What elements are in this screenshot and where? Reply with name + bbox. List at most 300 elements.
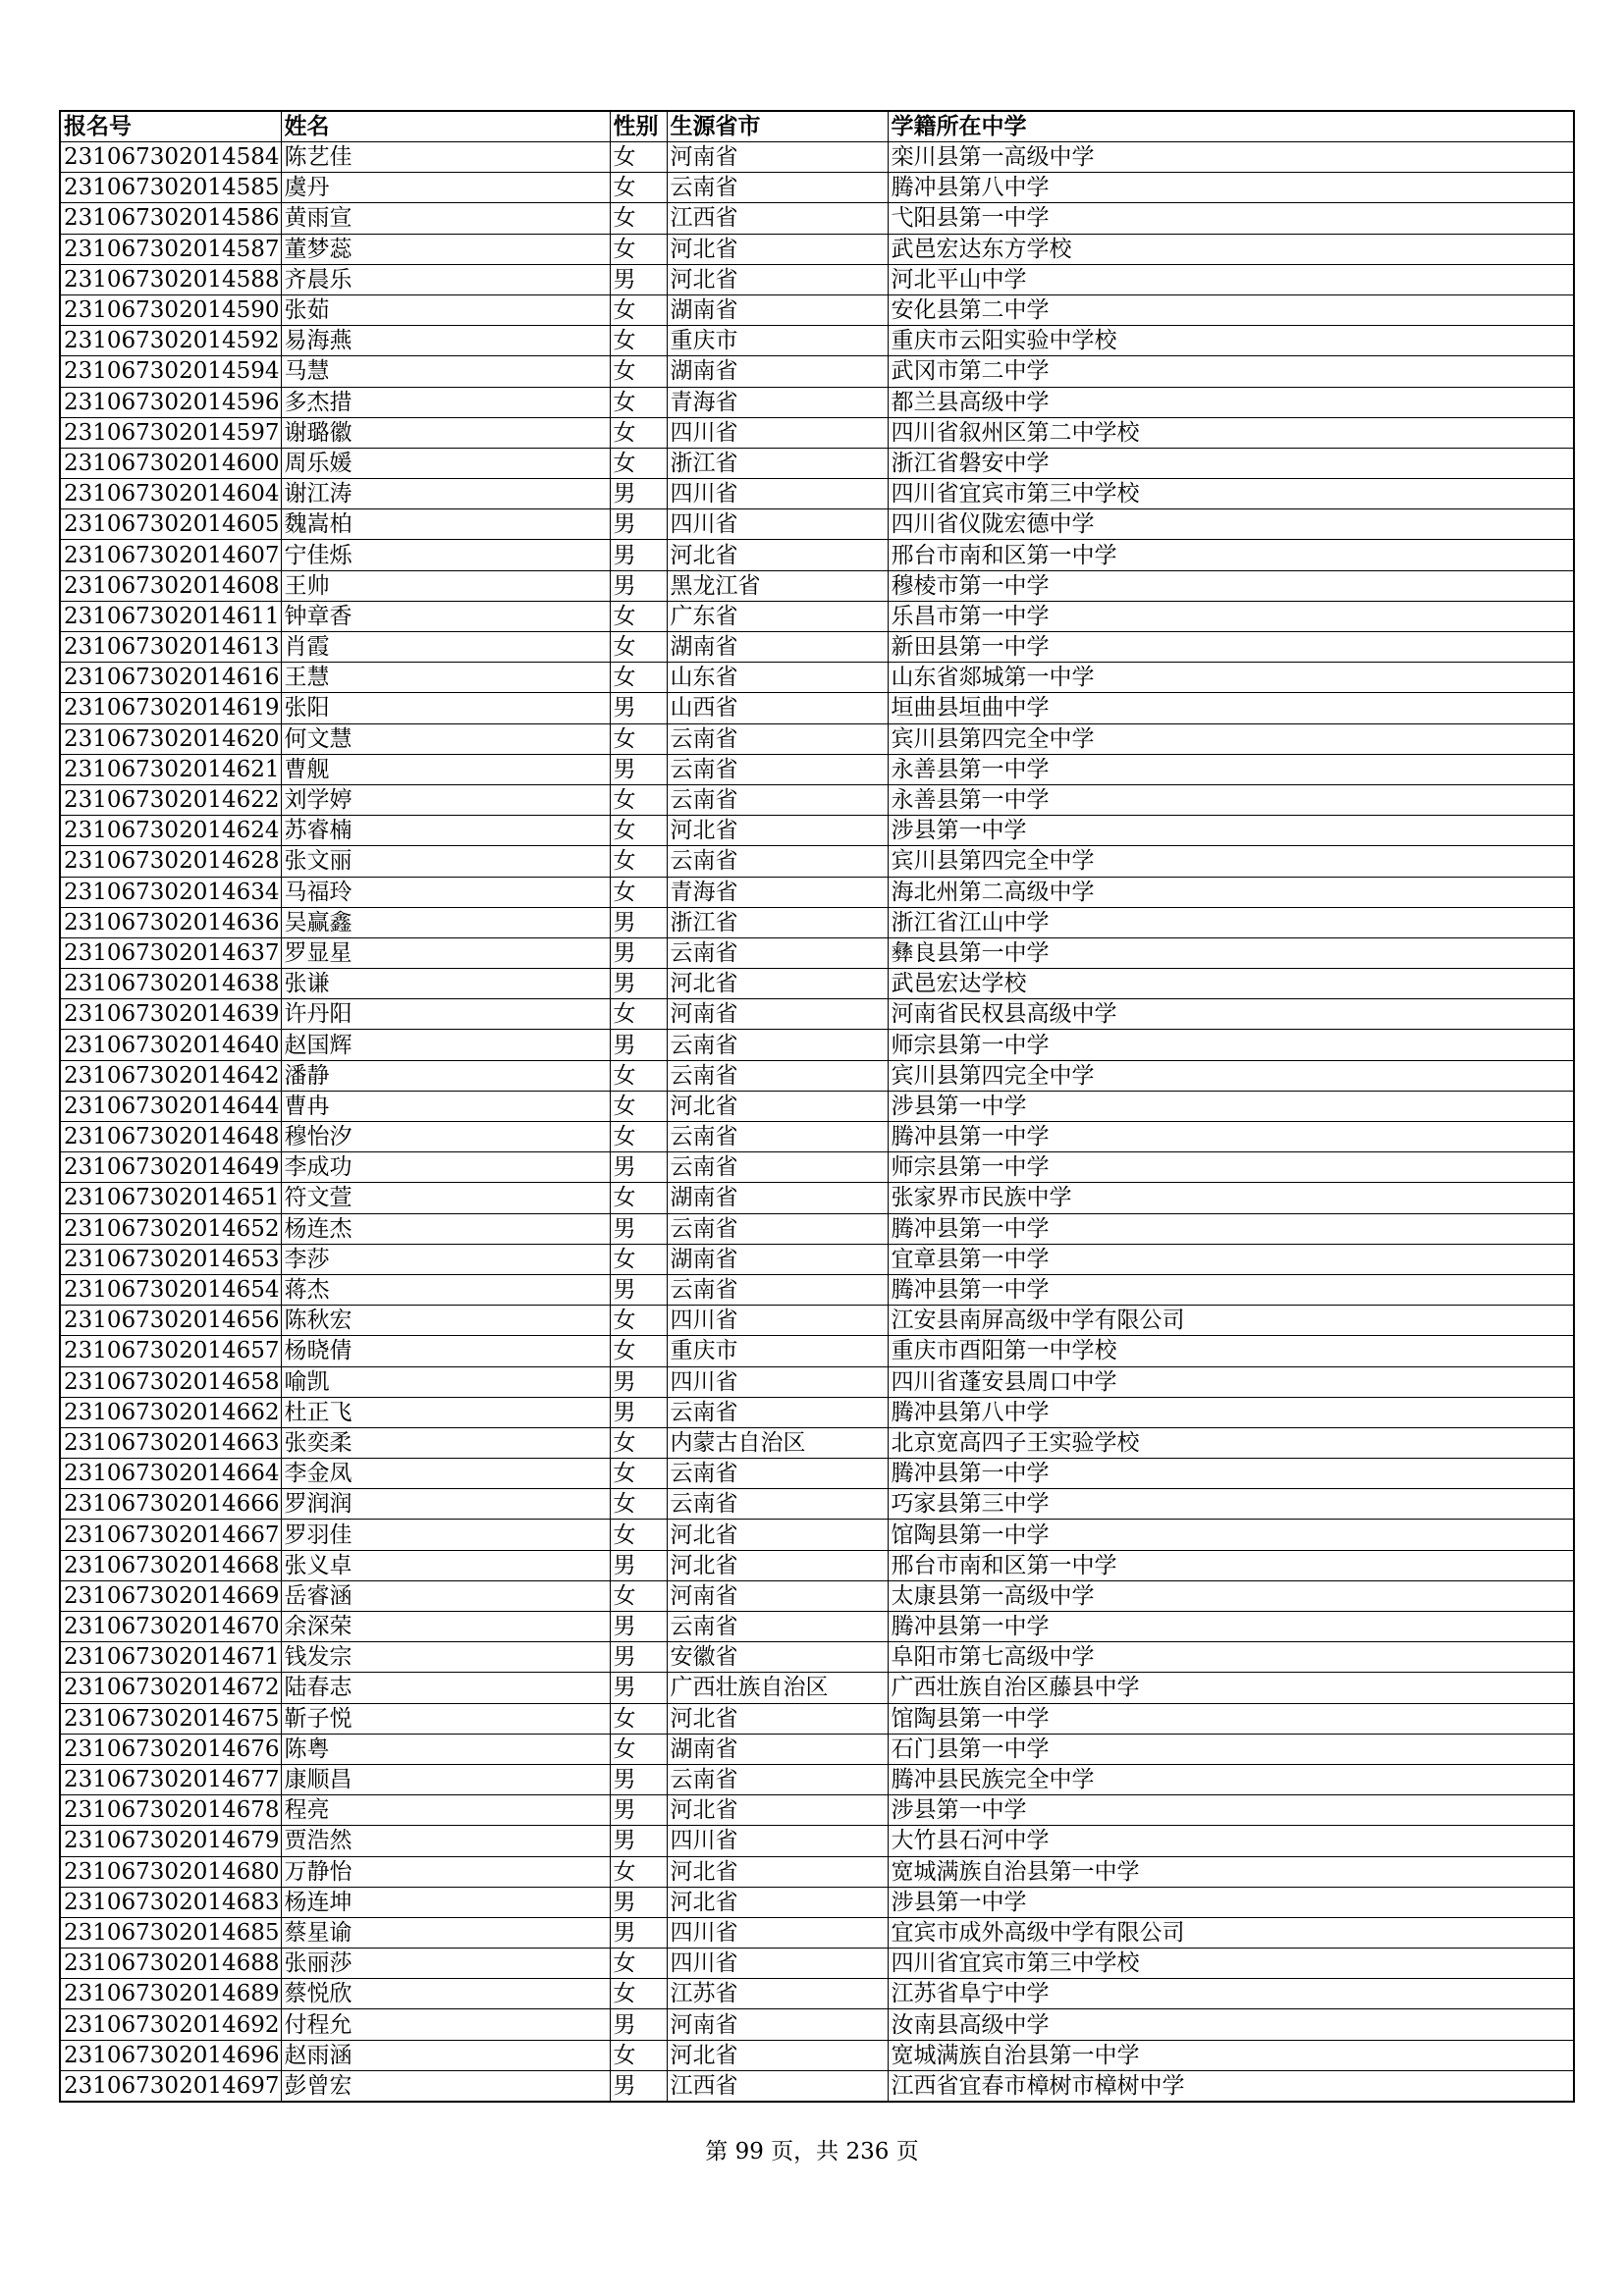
name-cell: 李金凤 [281,1459,610,1489]
school-cell: 师宗县第一中学 [888,1030,1574,1060]
name-cell: 齐晨乐 [281,264,610,294]
table-row [60,1091,1574,1121]
gender-cell: 女 [610,387,667,417]
origin-province-cell: 四川省 [667,1917,888,1948]
gender-cell: 女 [610,1734,667,1764]
name-cell: 张文丽 [281,846,610,877]
gender-cell: 女 [610,417,667,448]
registration-number-cell: 231067302014675 [60,1703,281,1734]
registration-number-cell: 231067302014584 [60,142,281,173]
origin-province-cell: 河南省 [667,2009,888,2040]
gender-cell: 男 [610,1366,667,1397]
table-row [60,1795,1574,1826]
origin-province-cell: 河南省 [667,142,888,173]
table-row [60,1856,1574,1887]
registration-number-cell: 231067302014688 [60,1949,281,1979]
registration-number-cell: 231067302014680 [60,1856,281,1887]
table-row [60,509,1574,540]
name-cell: 杨连坤 [281,1887,610,1917]
name-cell: 张谦 [281,969,610,999]
school-cell: 穆棱市第一中学 [888,570,1574,601]
table-row [60,1427,1574,1458]
gender-cell: 女 [610,1306,667,1336]
registration-number-cell: 231067302014604 [60,479,281,509]
registration-number-cell: 231067302014669 [60,1580,281,1611]
origin-province-cell: 云南省 [667,1397,888,1427]
origin-province-cell: 云南省 [667,723,888,754]
registration-number-cell: 231067302014644 [60,1091,281,1121]
name-cell: 马福玲 [281,877,610,907]
school-cell: 海北州第二高级中学 [888,877,1574,907]
gender-cell: 女 [610,234,667,264]
school-cell: 汝南县高级中学 [888,2009,1574,2040]
school-cell: 师宗县第一中学 [888,1152,1574,1183]
origin-province-cell: 江西省 [667,2070,888,2102]
name-cell: 李成功 [281,1152,610,1183]
school-cell: 乐昌市第一中学 [888,601,1574,631]
origin-province-cell: 河北省 [667,1887,888,1917]
origin-province-cell: 河北省 [667,264,888,294]
school-cell: 宽城满族自治县第一中学 [888,1856,1574,1887]
school-cell: 浙江省磐安中学 [888,448,1574,478]
name-cell: 许丹阳 [281,999,610,1030]
school-cell: 江安县南屏高级中学有限公司 [888,1306,1574,1336]
origin-province-cell: 江西省 [667,203,888,234]
origin-province-cell: 四川省 [667,1306,888,1336]
school-cell: 太康县第一高级中学 [888,1580,1574,1611]
school-cell: 张家界市民族中学 [888,1183,1574,1213]
gender-cell: 男 [610,1213,667,1244]
school-cell: 浙江省江山中学 [888,907,1574,937]
school-cell: 馆陶县第一中学 [888,1703,1574,1734]
gender-cell: 女 [610,448,667,478]
school-cell: 腾冲县第八中学 [888,173,1574,203]
origin-province-cell: 云南省 [667,1030,888,1060]
school-cell: 山东省郯城第一中学 [888,663,1574,693]
registration-number-cell: 231067302014585 [60,173,281,203]
school-cell: 阜阳市第七高级中学 [888,1642,1574,1673]
table-row [60,387,1574,417]
origin-province-cell: 重庆市 [667,326,888,356]
school-cell: 宾川县第四完全中学 [888,846,1574,877]
gender-cell: 男 [610,509,667,540]
school-cell: 新田县第一中学 [888,632,1574,663]
gender-cell: 女 [610,173,667,203]
registration-number-cell: 231067302014619 [60,693,281,723]
registration-number-cell: 231067302014670 [60,1612,281,1642]
registration-number-cell: 231067302014689 [60,1979,281,2009]
header-school: 学籍所在中学 [888,111,1574,142]
gender-cell: 女 [610,1489,667,1520]
table-row [60,1734,1574,1764]
school-cell: 河南省民权县高级中学 [888,999,1574,1030]
school-cell: 四川省蓬安县周口中学 [888,1366,1574,1397]
registration-number-cell: 231067302014616 [60,663,281,693]
registration-number-cell: 231067302014611 [60,601,281,631]
table-row [60,1244,1574,1274]
name-cell: 杨晓倩 [281,1336,610,1366]
table-row [60,937,1574,968]
roster-sheet [59,110,1573,2103]
registration-number-cell: 231067302014678 [60,1795,281,1826]
gender-cell: 男 [610,907,667,937]
name-cell: 杜正飞 [281,1397,610,1427]
origin-province-cell: 云南省 [667,1274,888,1305]
gender-cell: 男 [610,1274,667,1305]
origin-province-cell: 浙江省 [667,448,888,478]
gender-cell: 男 [610,1030,667,1060]
table-row [60,1673,1574,1703]
name-cell: 贾浩然 [281,1826,610,1856]
registration-number-cell: 231067302014600 [60,448,281,478]
registration-number-cell: 231067302014620 [60,723,281,754]
name-cell: 谢江涛 [281,479,610,509]
table-row [60,1459,1574,1489]
gender-cell: 男 [610,570,667,601]
name-cell: 杨连杰 [281,1213,610,1244]
school-cell: 涉县第一中学 [888,1887,1574,1917]
origin-province-cell: 四川省 [667,1826,888,1856]
registration-number-cell: 231067302014624 [60,816,281,846]
name-cell: 岳睿涵 [281,1580,610,1611]
name-cell: 靳子悦 [281,1703,610,1734]
registration-number-cell: 231067302014586 [60,203,281,234]
registration-number-cell: 231067302014668 [60,1550,281,1580]
gender-cell: 女 [610,1979,667,2009]
registration-number-cell: 231067302014657 [60,1336,281,1366]
gender-cell: 男 [610,1764,667,1794]
origin-province-cell: 河南省 [667,999,888,1030]
school-cell: 腾冲县第八中学 [888,1397,1574,1427]
table-row [60,1030,1574,1060]
registration-number-cell: 231067302014648 [60,1122,281,1152]
school-cell: 腾冲县民族完全中学 [888,1764,1574,1794]
gender-cell: 女 [610,1856,667,1887]
gender-cell: 男 [610,479,667,509]
gender-cell: 女 [610,1122,667,1152]
origin-province-cell: 广西壮族自治区 [667,1673,888,1703]
origin-province-cell: 江苏省 [667,1979,888,2009]
gender-cell: 男 [610,969,667,999]
name-cell: 罗显星 [281,937,610,968]
table-row [60,326,1574,356]
table-row [60,1336,1574,1366]
school-cell: 涉县第一中学 [888,1795,1574,1826]
table-row [60,754,1574,784]
name-cell: 潘静 [281,1060,610,1091]
origin-province-cell: 云南省 [667,1612,888,1642]
header-gender: 性别 [610,111,667,142]
origin-province-cell: 云南省 [667,1764,888,1794]
origin-province-cell: 河南省 [667,1580,888,1611]
table-row [60,723,1574,754]
name-cell: 陈秋宏 [281,1306,610,1336]
school-cell: 四川省宜宾市第三中学校 [888,1949,1574,1979]
table-row [60,540,1574,570]
registration-number-cell: 231067302014651 [60,1183,281,1213]
header-name: 姓名 [281,111,610,142]
name-cell: 赵雨涵 [281,2040,610,2070]
origin-province-cell: 安徽省 [667,1642,888,1673]
school-cell: 大竹县石河中学 [888,1826,1574,1856]
table-row [60,2009,1574,2040]
gender-cell: 女 [610,1336,667,1366]
school-cell: 涉县第一中学 [888,1091,1574,1121]
origin-province-cell: 云南省 [667,173,888,203]
school-cell: 重庆市酉阳第一中学校 [888,1336,1574,1366]
name-cell: 蔡悦欣 [281,1979,610,2009]
registration-number-cell: 231067302014588 [60,264,281,294]
origin-province-cell: 云南省 [667,1213,888,1244]
gender-cell: 女 [610,1091,667,1121]
school-cell: 垣曲县垣曲中学 [888,693,1574,723]
school-cell: 武冈市第二中学 [888,356,1574,387]
school-cell: 江苏省阜宁中学 [888,1979,1574,2009]
name-cell: 钱发宗 [281,1642,610,1673]
school-cell: 武邑宏达学校 [888,969,1574,999]
table-row [60,1183,1574,1213]
school-cell: 宜章县第一中学 [888,1244,1574,1274]
registration-number-cell: 231067302014634 [60,877,281,907]
table-row [60,479,1574,509]
gender-cell: 男 [610,1612,667,1642]
gender-cell: 女 [610,999,667,1030]
school-cell: 四川省叙州区第二中学校 [888,417,1574,448]
name-cell: 陈粤 [281,1734,610,1764]
name-cell: 张义卓 [281,1550,610,1580]
gender-cell: 男 [610,1550,667,1580]
table-row [60,1887,1574,1917]
name-cell: 张丽莎 [281,1949,610,1979]
origin-province-cell: 重庆市 [667,1336,888,1366]
gender-cell: 女 [610,1060,667,1091]
origin-province-cell: 山东省 [667,663,888,693]
name-cell: 刘学婷 [281,784,610,815]
registration-number-cell: 231067302014642 [60,1060,281,1091]
registration-number-cell: 231067302014672 [60,1673,281,1703]
table-row [60,1979,1574,2009]
origin-province-cell: 内蒙古自治区 [667,1427,888,1458]
origin-province-cell: 云南省 [667,846,888,877]
origin-province-cell: 四川省 [667,479,888,509]
table-row [60,601,1574,631]
registration-number-cell: 231067302014692 [60,2009,281,2040]
gender-cell: 男 [610,1673,667,1703]
school-cell: 腾冲县第一中学 [888,1122,1574,1152]
table-header-row [60,111,1574,142]
name-cell: 喻凯 [281,1366,610,1397]
registration-number-cell: 231067302014652 [60,1213,281,1244]
registration-number-cell: 231067302014685 [60,1917,281,1948]
registration-number-cell: 231067302014622 [60,784,281,815]
gender-cell: 男 [610,1795,667,1826]
table-row [60,1917,1574,1948]
school-cell: 四川省宜宾市第三中学校 [888,479,1574,509]
table-row [60,1642,1574,1673]
name-cell: 周乐媛 [281,448,610,478]
name-cell: 罗羽佳 [281,1520,610,1550]
name-cell: 穆怡汐 [281,1122,610,1152]
origin-province-cell: 河北省 [667,234,888,264]
gender-cell: 男 [610,540,667,570]
registration-number-cell: 231067302014679 [60,1826,281,1856]
registration-number-cell: 231067302014677 [60,1764,281,1794]
school-cell: 弋阳县第一中学 [888,203,1574,234]
school-cell: 腾冲县第一中学 [888,1274,1574,1305]
registration-number-cell: 231067302014607 [60,540,281,570]
gender-cell: 男 [610,693,667,723]
gender-cell: 男 [610,1397,667,1427]
registration-number-cell: 231067302014597 [60,417,281,448]
table-row [60,1949,1574,1979]
name-cell: 符文萱 [281,1183,610,1213]
gender-cell: 男 [610,1887,667,1917]
gender-cell: 女 [610,1703,667,1734]
origin-province-cell: 河北省 [667,969,888,999]
origin-province-cell: 广东省 [667,601,888,631]
table-row [60,1366,1574,1397]
name-cell: 魏嵩柏 [281,509,610,540]
name-cell: 何文慧 [281,723,610,754]
gender-cell: 男 [610,937,667,968]
registration-number-cell: 231067302014613 [60,632,281,663]
origin-province-cell: 河北省 [667,1856,888,1887]
table-row [60,1826,1574,1856]
origin-province-cell: 湖南省 [667,1183,888,1213]
registration-number-cell: 231067302014605 [60,509,281,540]
table-row [60,448,1574,478]
name-cell: 黄雨宣 [281,203,610,234]
table-row [60,1550,1574,1580]
table-row [60,1397,1574,1427]
table-row [60,999,1574,1030]
name-cell: 肖霞 [281,632,610,663]
name-cell: 陆春志 [281,1673,610,1703]
table-row [60,264,1574,294]
origin-province-cell: 黑龙江省 [667,570,888,601]
origin-province-cell: 河北省 [667,1550,888,1580]
registration-number-cell: 231067302014671 [60,1642,281,1673]
origin-province-cell: 浙江省 [667,907,888,937]
origin-province-cell: 河北省 [667,1520,888,1550]
registration-number-cell: 231067302014639 [60,999,281,1030]
origin-province-cell: 四川省 [667,417,888,448]
table-row [60,294,1574,325]
gender-cell: 女 [610,1580,667,1611]
gender-cell: 男 [610,2070,667,2102]
header-registration-number: 报名号 [60,111,281,142]
name-cell: 罗润润 [281,1489,610,1520]
table-row [60,632,1574,663]
origin-province-cell: 河北省 [667,816,888,846]
school-cell: 腾冲县第一中学 [888,1459,1574,1489]
origin-province-cell: 青海省 [667,387,888,417]
table-row [60,1213,1574,1244]
gender-cell: 男 [610,264,667,294]
name-cell: 马慧 [281,356,610,387]
origin-province-cell: 山西省 [667,693,888,723]
school-cell: 涉县第一中学 [888,816,1574,846]
registration-number-cell: 231067302014594 [60,356,281,387]
registration-number-cell: 231067302014653 [60,1244,281,1274]
gender-cell: 女 [610,142,667,173]
origin-province-cell: 湖南省 [667,294,888,325]
registration-number-cell: 231067302014666 [60,1489,281,1520]
origin-province-cell: 河北省 [667,1091,888,1121]
name-cell: 付程允 [281,2009,610,2040]
name-cell: 蒋杰 [281,1274,610,1305]
school-cell: 广西壮族自治区藤县中学 [888,1673,1574,1703]
registration-number-cell: 231067302014664 [60,1459,281,1489]
registration-number-cell: 231067302014662 [60,1397,281,1427]
table-row [60,1122,1574,1152]
registration-number-cell: 231067302014654 [60,1274,281,1305]
school-cell: 宜宾市成外高级中学有限公司 [888,1917,1574,1948]
origin-province-cell: 四川省 [667,509,888,540]
school-cell: 安化县第二中学 [888,294,1574,325]
table-row [60,2070,1574,2102]
table-row [60,173,1574,203]
school-cell: 永善县第一中学 [888,784,1574,815]
gender-cell: 女 [610,1459,667,1489]
name-cell: 余深荣 [281,1612,610,1642]
name-cell: 易海燕 [281,326,610,356]
gender-cell: 女 [610,723,667,754]
school-cell: 彝良县第一中学 [888,937,1574,968]
school-cell: 永善县第一中学 [888,754,1574,784]
gender-cell: 女 [610,1183,667,1213]
gender-cell: 女 [610,784,667,815]
school-cell: 江西省宜春市樟树市樟树中学 [888,2070,1574,2102]
registration-number-cell: 231067302014638 [60,969,281,999]
gender-cell: 女 [610,294,667,325]
gender-cell: 女 [610,601,667,631]
name-cell: 康顺昌 [281,1764,610,1794]
gender-cell: 男 [610,754,667,784]
table-body [60,142,1574,2102]
registration-number-cell: 231067302014640 [60,1030,281,1060]
name-cell: 王帅 [281,570,610,601]
table-row [60,846,1574,877]
school-cell: 四川省仪陇宏德中学 [888,509,1574,540]
name-cell: 钟章香 [281,601,610,631]
origin-province-cell: 青海省 [667,877,888,907]
header-origin-province: 生源省市 [667,111,888,142]
name-cell: 张阳 [281,693,610,723]
school-cell: 巧家县第三中学 [888,1489,1574,1520]
school-cell: 宽城满族自治县第一中学 [888,2040,1574,2070]
table-row [60,907,1574,937]
origin-province-cell: 云南省 [667,1152,888,1183]
registration-number-cell: 231067302014621 [60,754,281,784]
origin-province-cell: 河北省 [667,540,888,570]
origin-province-cell: 湖南省 [667,632,888,663]
name-cell: 蔡星谕 [281,1917,610,1948]
gender-cell: 女 [610,1949,667,1979]
name-cell: 宁佳烁 [281,540,610,570]
gender-cell: 女 [610,846,667,877]
school-cell: 河北平山中学 [888,264,1574,294]
table-row [60,1612,1574,1642]
school-cell: 石门县第一中学 [888,1734,1574,1764]
table-row [60,1703,1574,1734]
name-cell: 曹舰 [281,754,610,784]
registration-number-cell: 231067302014676 [60,1734,281,1764]
origin-province-cell: 云南省 [667,1489,888,1520]
name-cell: 吴赢鑫 [281,907,610,937]
registration-number-cell: 231067302014587 [60,234,281,264]
registration-number-cell: 231067302014596 [60,387,281,417]
